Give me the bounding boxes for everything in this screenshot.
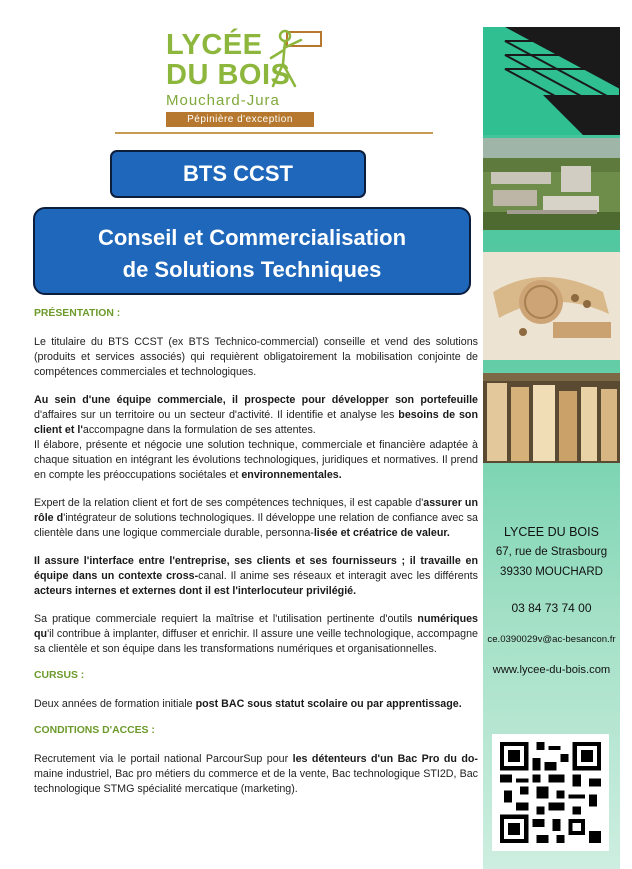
p3-bold: environnementales. [241,469,342,481]
contact-block [483,522,620,680]
presentation-paragraph-1: Le titulaire du BTS CCST (ex BTS Technico-commercial) conseille et vend des solutions (produits et services associés) qui requièrent obligatoirement la mobilisation conjointe de compétences commerciales et technologiques. [34,336,478,378]
qr-code[interactable] [492,734,609,851]
cursus-text: Deux années de formation initiale [34,698,196,710]
p6-text-1: Sa pratique commerciale requiert la maîtrise et l'utilisation pertinente d'outils [34,613,418,625]
cursus-heading: CURSUS : [34,670,85,681]
logo-figure-icon [263,28,323,92]
presentation-paragraph-2 [34,393,478,438]
p4-bold-1: assurer un rôle d [34,497,478,524]
program-title-line2: de Solutions Techniques [122,257,382,282]
wood-craft-photo [483,252,620,360]
conditions-paragraph [34,752,478,797]
p2-text-1: d'affaires sur un territoire ou un secteur d'activité. Il identifie et analyse les [34,409,399,421]
p6-bold-1: numériques qu [34,613,478,640]
p4-text-1: Expert de la relation client et fort de ses compétences techniques, il est capable d' [34,497,424,509]
p6-text-2: 'il contribue à implanter, diffuser et enrichir. Il assure une veille technologique, accompagne sa clientèle et son équipe dans les transformations numériques et organisationnelles. [34,628,478,655]
conditions-bold-1: les détenteurs d'un Bac Pro du do- [292,753,478,765]
logo-line-lycee: LYCÉE [166,29,263,61]
header-divider [115,132,433,134]
address-city: 39330 MOUCHARD [500,566,603,578]
p5-text-1: canal. Il anime ses réseaux et interagit avec les différents [198,570,478,582]
timber-shelf-photo [483,373,620,463]
campus-aerial-photo [483,138,620,230]
p2-bold-1: Au sein d'une équipe commerciale, il prospecte pour développer son portefeuille [34,394,478,406]
p5-bold-1: Il assure l'interface entre l'entreprise, ses clients et ses fournisseurs ; il travaille en équipe dans un contexte cross- [34,555,478,582]
program-title-banner [33,207,471,295]
website-link[interactable]: www.lycee-du-bois.com [492,664,611,676]
logo-line-location: Mouchard-Jura [166,92,280,109]
cursus-bold: post BAC sous statut scolaire ou par apprentissage. [195,698,462,710]
main-content [34,306,478,797]
p4-bold-2: lisée et créatrice de valeur. [313,527,450,539]
email-link[interactable]: ce.0390029v@ac-besancon.fr [487,634,616,645]
conditions-text-1: Recrutement via le portail national ParcourSup pour [34,753,293,765]
school-logo [163,28,323,128]
bts-title-banner: BTS CCST [110,150,366,198]
phone-number: 03 84 73 74 00 [511,601,592,615]
conditions-heading: CONDITIONS D'ACCES : [34,725,155,736]
program-title-line1: Conseil et Commercialisation [97,225,407,250]
presentation-paragraph-6 [34,612,478,657]
logo-tagline: Pépinière d'exception [166,112,314,127]
p3-text: Il élabore, présente et négocie une solution technique, commerciale et financière adaptée à chaque situation en intégrant les évolutions technologiques, juridiques et normatives. Il prend en compte les préoccupations sociétales et [34,439,478,481]
presentation-paragraph-4 [34,496,478,541]
p2-bold-2: besoins de son client et l' [34,409,478,436]
address-street: 67, rue de Strasbourg [495,546,608,558]
presentation-paragraph-5 [34,554,478,599]
logo-line-du-bois: DU BOIS [166,59,291,91]
cursus-paragraph [34,697,478,712]
conditions-text-2: maine industriel, Bac pro métiers du commerce et de la vente, Bac technologique STI2D, Bac technologique STMG spécialité mercatique (marketing). [34,768,478,795]
corner-triangles-icon [483,27,620,135]
p4-text-2: 'intégrateur de solutions technologiques. Il développe une relation de confiance avec sa clientèle dans une logique commerciale durable, personna- [34,512,478,539]
presentation-paragraph-3 [34,438,478,483]
right-sidebar [483,27,620,869]
school-name: LYCEE DU BOIS [504,525,599,539]
qr-code-icon [500,742,601,843]
p2-text-2: accompagne dans la formulation de ses attentes. [82,424,316,436]
p5-bold-2: acteurs internes et externes dont il est l'interlocuteur privilégié. [34,585,357,597]
presentation-heading: PRÉSENTATION : [34,308,121,319]
